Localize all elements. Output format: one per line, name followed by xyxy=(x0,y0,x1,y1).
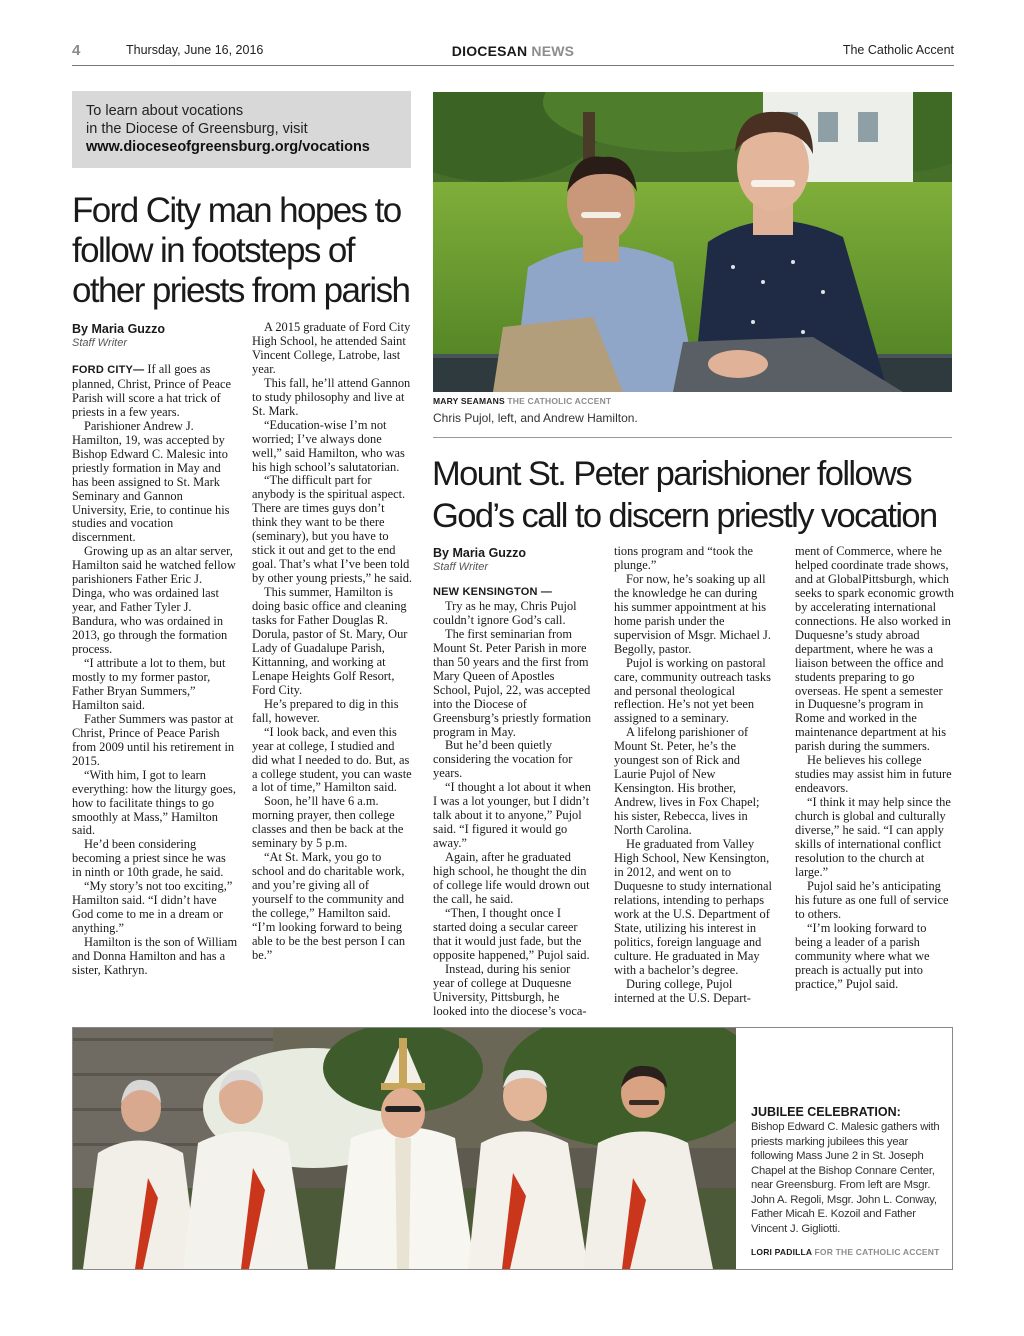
story2-paragraph: But he’d been quietly considering the vocation for years. xyxy=(433,738,573,781)
story1-paragraph: Parishioner Andrew J. Hamilton, 19, was accepted by Bishop Edward C. Malesic into priestly formation in May and has been assigned to St. Mark Seminary and Gannon University, Erie, to continue his studies and vocation discernment. xyxy=(72,418,230,545)
story2-paragraph: Pujol said he’s anticipating his future as one full of service to others. xyxy=(795,878,949,921)
page-number: 4 xyxy=(72,42,81,59)
story1-headline: Ford City man hopes to follow in footsteps of other priests from parish xyxy=(72,191,410,310)
story1-column-1 xyxy=(72,363,238,978)
story2-paragraph: Again, after he graduated high school, he thought the din of college life would drown out the call, he said. xyxy=(433,850,590,906)
story1-paragraph: “With him, I got to learn everything: how the liturgy goes, how to facilitate things to go smoothly at Mass,” Hamilton said. xyxy=(72,767,236,838)
story2-column-3 xyxy=(795,545,955,992)
jubilee-photo xyxy=(73,1028,736,1269)
story2-paragraph: ment of Commerce, where he helped coordinate trade shows, and at GlobalPittsburgh, which seeks to spark economic growth by accelerating international connections. He also worked in Duquesne’s study abroad department, where he was a liaison between the office and students preparing to go overseas. He spent a semester in Duquesne’s program in Rome and worked in the maintenance department at his parish during the summers. xyxy=(795,544,954,754)
story1-paragraph: This summer, Hamilton is doing basic office and cleaning tasks for Father Douglas R. Dorula, pastor of St. Mary, Our Lady of Guadalupe Parish, Kittanning, and working at Lenape Heights Golf Resort, Ford City. xyxy=(252,585,408,697)
paper-name: The Catholic Accent xyxy=(842,43,954,57)
story1-paragraph: Soon, he’ll have 6 a.m. morning prayer, then college classes and then be back at the seminary by 5 p.m. xyxy=(252,794,404,851)
jubilee-body: Bishop Edward C. Malesic gathers with priests marking jubilees this year following Mass June 2 in St. Joseph Chapel at the Bishop Connare Center, near Greensburg. From left are Msgr. John A. Regoli, Msgr. John L. Conway, Father Micah E. Kozoil and Father Vincent J. Gigliotti. xyxy=(751,1121,940,1235)
vocation-info-box xyxy=(72,91,411,168)
story1-byline xyxy=(72,322,165,349)
story1-paragraph: “I look back, and even this year at college, I studied and did what I needed to do. But, as a college student, you can waste a lot of time,” Hamilton said. xyxy=(252,724,412,795)
story2-byline-name: By Maria Guzzo xyxy=(433,546,527,560)
story1-paragraph: He’s prepared to dig in this fall, however. xyxy=(252,696,399,725)
section-title-part1: DIOCESAN xyxy=(451,43,528,59)
jubilee-caption xyxy=(751,1105,943,1236)
story2-paragraph: tions program and “took the plunge.” xyxy=(614,544,754,572)
story1-paragraph: “The difficult part for anybody is the spiritual aspect. There are times guys don’t think they want to be there (seminary), but you have to stick it out and get to the end goal. That’s what I’ve been told by other young priests,” he said. xyxy=(252,473,413,586)
section-title xyxy=(72,43,954,59)
issue-date: Thursday, June 16, 2016 xyxy=(126,43,264,57)
story2-paragraph: “I thought a lot about it when I was a lot younger, but I didn’t talk about it to anyone,” Pujol said. “I figured it would go away.” xyxy=(433,780,591,851)
story2-paragraph: “I think it may help since the church is global and culturally diverse,” he said. “I can apply skills of international conflict resolution to the church at large.” xyxy=(795,795,951,879)
story1-paragraph: This fall, he’ll attend Gannon to study philosophy and live at St. Mark. xyxy=(252,375,411,418)
story2-headline: Mount St. Peter parishioner follows God’s call to discern priestly vocation xyxy=(432,455,937,535)
jubilee-credit-name: LORI PADILLA xyxy=(751,1247,812,1257)
seminarians-photo xyxy=(433,92,952,392)
story2-column-1 xyxy=(433,586,593,1019)
story2-byline xyxy=(433,546,526,573)
story2-paragraph: Pujol is working on pastoral care, community outreach tasks and personal theological reflection. He’s not yet been assigned to a seminary. xyxy=(614,655,771,726)
seminarians-photo-illustration xyxy=(433,92,952,392)
photo1-credit-name: MARY SEAMANS xyxy=(433,396,505,406)
story1-paragraph: He’d been considering becoming a priest since he was in ninth or 10th grade, he said. xyxy=(72,837,226,880)
story2-paragraph: For now, he’s soaking up all the knowledge he can during his summer appointment at his home parish under the supervision of Msgr. Michael J. Begolly, pastor. xyxy=(614,571,771,656)
story2-column-2 xyxy=(614,545,774,1005)
jubilee-photo-illustration xyxy=(73,1028,736,1269)
story2-paragraph: During college, Pujol interned at the U.S. Depart- xyxy=(614,976,751,1005)
story1-byline-name: By Maria Guzzo xyxy=(72,322,166,336)
story1-lead-text: If all goes as planned, Christ, Prince of Peace Parish will score a hat trick of priests in a few years. xyxy=(72,362,231,419)
story2-byline-role: Staff Writer xyxy=(433,561,489,573)
story1-paragraph: Growing up as an altar server, Hamilton said he watched fellow parishioners Father Eric J. Dinga, who was ordained last year, and Father Tyler J. Bandura, who was ordained in 2013, go through the formation process. xyxy=(72,544,236,657)
story1-paragraph: Father Summers was pastor at Christ, Prince of Peace Parish from 2009 until his retirement in 2015. xyxy=(72,711,235,768)
story2-paragraph: The first seminarian from Mount St. Peter Parish in more than 50 years and the first from Mary Queen of Apostles School, Pujol, 22, was accepted into the Diocese of Greensburg’s priestly formation program in May. xyxy=(433,626,592,739)
section-divider xyxy=(433,437,952,438)
story1-paragraph: Hamilton is the son of William and Donna Hamilton and has a sister, Kathryn. xyxy=(72,935,238,977)
story1-paragraph xyxy=(72,363,238,420)
story1-paragraph: “Education-wise I’m not worried; I’ve always done well,” said Hamilton, who was his high school’s salutatorian. xyxy=(252,417,405,474)
photo1-credit-org: THE CATHOLIC ACCENT xyxy=(507,396,612,406)
jubilee-credit xyxy=(751,1247,940,1257)
story1-paragraph: “My story’s not too exciting,” Hamilton said. “I didn’t have God come to me in a dream or anything.” xyxy=(72,879,233,936)
story1-byline-role: Staff Writer xyxy=(72,337,128,349)
story2-dateline: NEW KENSINGTON — xyxy=(433,586,553,598)
story1-paragraph: “At St. Mark, you go to school and do charitable work, and you’re giving all of yourself to the community and the college,” Hamilton said. “I’m looking forward to being able to be the best person I can be.” xyxy=(252,850,406,962)
jubilee-title: JUBILEE CELEBRATION: xyxy=(751,1105,901,1119)
story2-paragraph: “Then, I thought once I started doing a secular career that it would just fade, but the opposite happened,” Pujol said. xyxy=(433,905,590,962)
story2-paragraph: He graduated from Valley High School, New Kensington, in 2012, and went on to Duquesne to study international relations, intending to perhaps work at the U.S. Department of State, utilizing his interest in politics, foreign language and culture. He graduated in May with a bachelor’s degree. xyxy=(614,837,772,977)
story1-paragraph: “I attribute a lot to them, but mostly to my former pastor, Father Bryan Summers,” Hamilton said. xyxy=(72,656,226,712)
story2-paragraph: “I’m looking forward to being a leader of a parish community where what we preach is actually put into practice,” Pujol said. xyxy=(795,920,930,991)
jubilee-credit-org: FOR THE CATHOLIC ACCENT xyxy=(814,1247,940,1257)
photo1-credit xyxy=(433,396,611,406)
story2-paragraph: Try as he may, Chris Pujol couldn’t ignore God’s call. xyxy=(433,598,577,627)
story2-paragraph: He believes his college studies may assist him in future endeavors. xyxy=(795,753,952,796)
page-header xyxy=(72,38,954,66)
vocation-line1: To learn about vocations xyxy=(86,103,244,119)
story1-dateline: FORD CITY— xyxy=(72,364,145,376)
story1-column-2 xyxy=(252,321,412,963)
story1-paragraph: A 2015 graduate of Ford City High School, he attended Saint Vincent College, Latrobe, last year. xyxy=(252,320,411,376)
section-title-part2: NEWS xyxy=(531,43,575,59)
story2-paragraph: Instead, during his senior year of college at Duquesne University, Pittsburgh, he looked into the diocese’s voca- xyxy=(433,961,587,1018)
photo1-caption: Chris Pujol, left, and Andrew Hamilton. xyxy=(433,411,638,425)
story2-paragraph: A lifelong parishioner of Mount St. Peter, he’s the youngest son of Rick and Laurie Pujol of New Kensington. His brother, Andrew, lives in Fox Chapel; his sister, Rebecca, lives in North Carolina. xyxy=(614,725,760,838)
vocation-url[interactable]: www.dioceseofgreensburg.org/vocations xyxy=(86,139,370,155)
vocation-line2: in the Diocese of Greensburg, visit xyxy=(86,121,308,137)
